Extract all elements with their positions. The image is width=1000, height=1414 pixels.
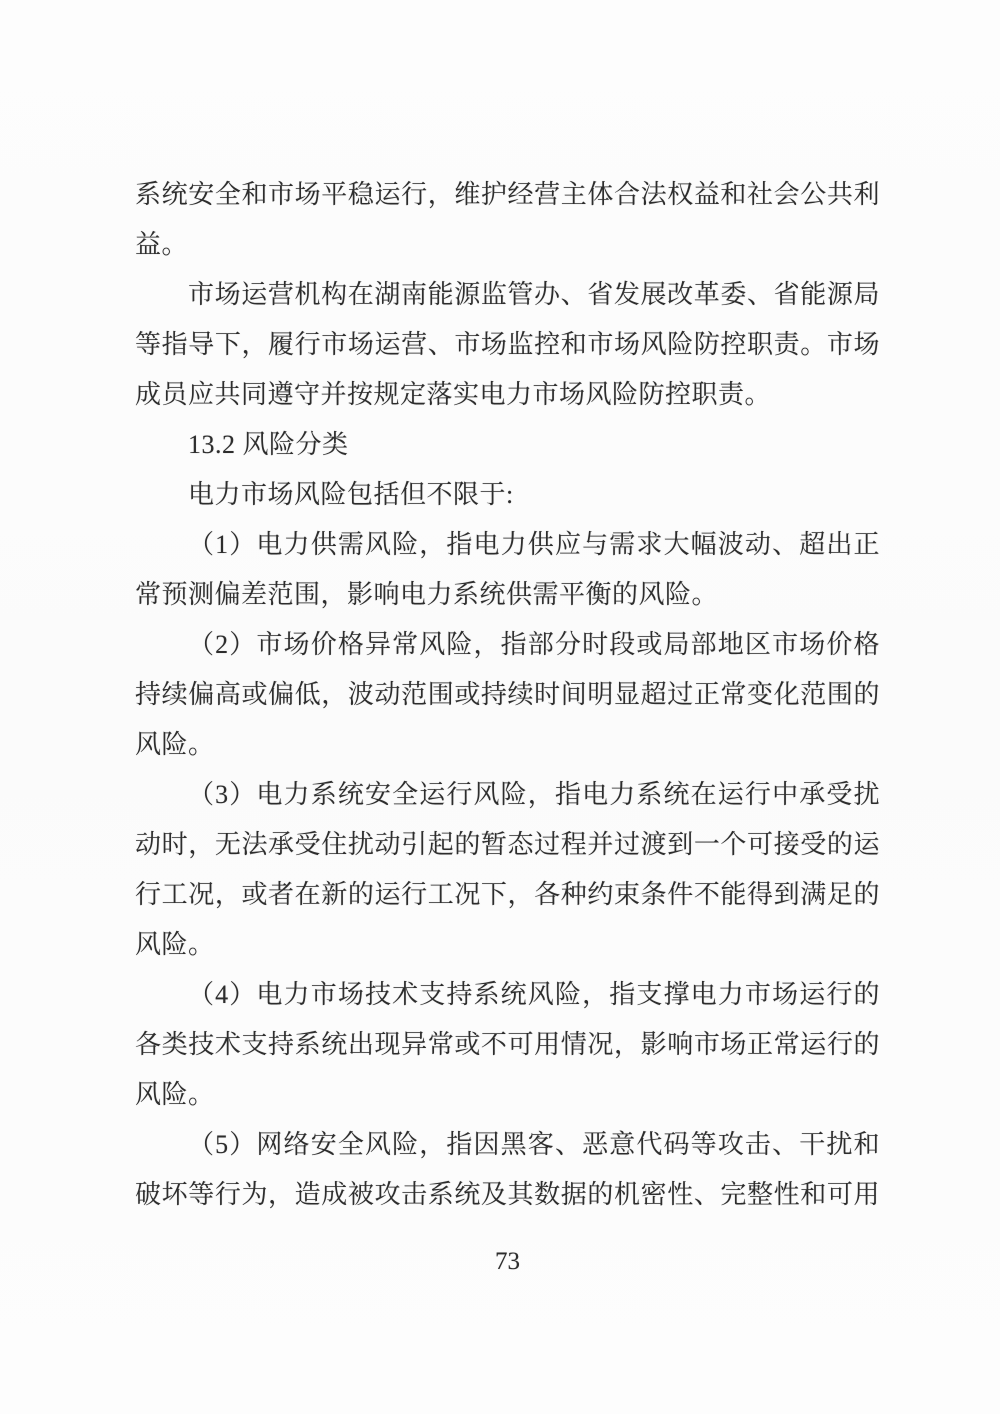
text-line: （5）网络安全风险，指因黑客、恶意代码等攻击、干扰和 xyxy=(188,1130,880,1159)
page-number: 73 xyxy=(495,1248,520,1275)
text-line: （4）电力市场技术支持系统风险，指支撑电力市场运行的 xyxy=(188,980,880,1009)
text-line: 市场运营机构在湖南能源监管办、省发展改革委、省能源局 xyxy=(188,280,880,309)
text-line: 等指导下，履行市场运营、市场监控和市场风险防控职责。市场 xyxy=(135,330,880,359)
text-line: 益。 xyxy=(135,230,189,259)
text-line: 破坏等行为，造成被攻击系统及其数据的机密性、完整性和可用 xyxy=(135,1180,880,1209)
text-line: （1）电力供需风险，指电力供应与需求大幅波动、超出正 xyxy=(188,530,880,559)
text-line: 系统安全和市场平稳运行，维护经营主体合法权益和社会公共利 xyxy=(135,180,880,209)
text-line: 成员应共同遵守并按规定落实电力市场风险防控职责。 xyxy=(135,380,772,409)
text-line: 持续偏高或偏低，波动范围或持续时间明显超过正常变化范围的 xyxy=(135,680,880,709)
page-footer xyxy=(135,1244,880,1280)
text-line: 风险。 xyxy=(135,1080,215,1109)
text-line: 行工况，或者在新的运行工况下，各种约束条件不能得到满足的 xyxy=(135,880,880,909)
text-line: 风险。 xyxy=(135,930,215,959)
text-line: 电力市场风险包括但不限于: xyxy=(188,480,514,509)
text-line: （2）市场价格异常风险，指部分时段或局部地区市场价格 xyxy=(188,630,880,659)
section-heading: 13.2 风险分类 xyxy=(188,430,349,459)
document-body xyxy=(135,170,880,1220)
text-line: （3）电力系统安全运行风险，指电力系统在运行中承受扰 xyxy=(188,780,880,809)
text-line: 风险。 xyxy=(135,730,215,759)
text-line: 各类技术支持系统出现异常或不可用情况，影响市场正常运行的 xyxy=(135,1030,880,1059)
text-line: 常预测偏差范围，影响电力系统供需平衡的风险。 xyxy=(135,580,719,609)
text-line: 动时，无法承受住扰动引起的暂态过程并过渡到一个可接受的运 xyxy=(135,830,880,859)
